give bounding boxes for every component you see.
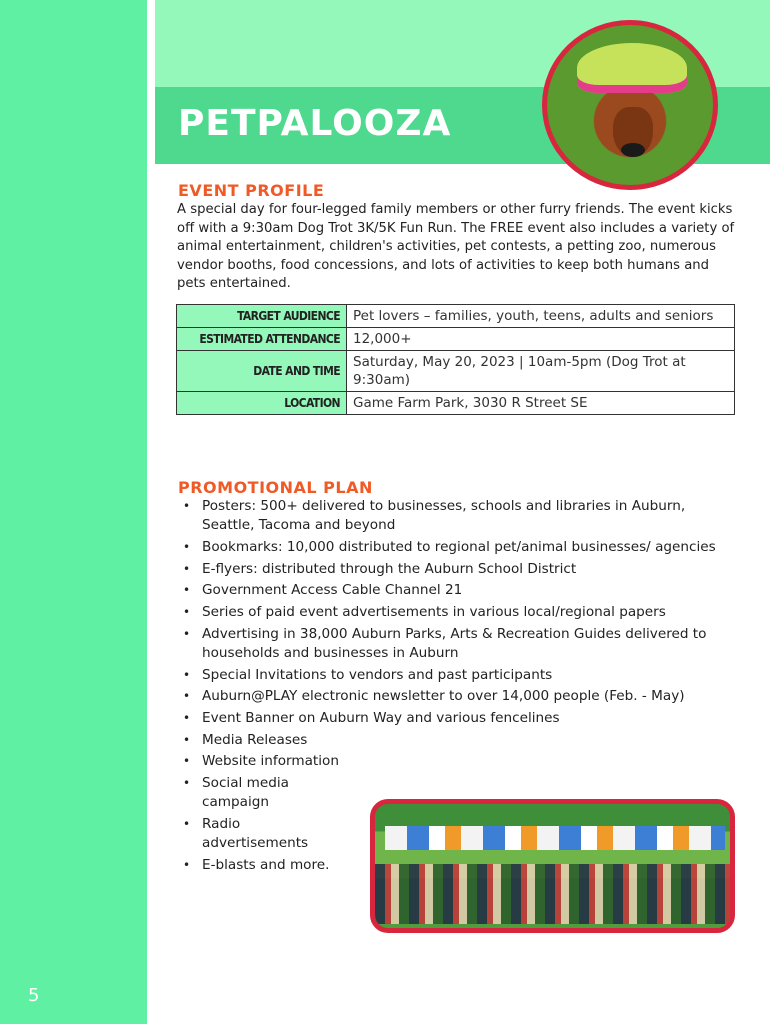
photo-hat-shape <box>577 43 687 93</box>
event-description: A special day for four-legged family members or other furry friends. The event kicks off with a 9:30am Dog Trot 3K/5K Fun Run. The FREE event also includes a variety of animal entertainment, children's activities, pet contests, a petting zoo, numerous vendor booths, food concessions, and lots of activities to keep both humans and pets entertained. <box>177 202 735 292</box>
list-item: • Event Banner on Auburn Way and various fencelines <box>180 709 735 728</box>
row-label: TARGET AUDIENCE <box>177 305 347 328</box>
row-label: ESTIMATED ATTENDANCE <box>177 328 347 351</box>
photo-crowd-shape <box>375 864 730 924</box>
list-item: • Radio advertisements <box>180 815 342 853</box>
left-bar-divider <box>147 0 155 1024</box>
list-item: • Advertising in 38,000 Auburn Parks, Arts & Recreation Guides delivered to households and businesses in Auburn <box>180 625 735 663</box>
list-item: • Bookmarks: 10,000 distributed to regional pet/animal businesses/ agencies <box>180 538 735 557</box>
event-profile-table <box>176 304 735 415</box>
list-item: • Website information <box>180 752 735 771</box>
row-value: Game Farm Park, 3030 R Street SE <box>347 392 735 415</box>
list-item: • Special Invitations to vendors and past participants <box>180 666 735 685</box>
list-item: • Media Releases <box>180 731 735 750</box>
table-row <box>177 328 735 351</box>
table-row <box>177 351 735 392</box>
left-green-bar <box>0 0 147 1024</box>
list-item: • Auburn@PLAY electronic newsletter to over 14,000 people (Feb. - May) <box>180 687 735 706</box>
row-value: 12,000+ <box>347 328 735 351</box>
list-item: • Posters: 500+ delivered to businesses, schools and libraries in Auburn, Seattle, Tacoma and beyond <box>180 497 735 535</box>
row-label: LOCATION <box>177 392 347 415</box>
list-item: • E-blasts and more. <box>180 856 735 875</box>
table-row <box>177 392 735 415</box>
dachshund-photo <box>542 20 718 190</box>
crowd-event-photo <box>370 799 735 933</box>
page-title: PETPALOOZA <box>178 103 452 144</box>
photo-nose-shape <box>621 143 645 157</box>
list-item: • Social media campaign <box>180 774 342 812</box>
row-label: DATE AND TIME <box>177 351 347 392</box>
photo-tents-shape <box>385 826 725 850</box>
promotional-plan-heading: PROMOTIONAL PLAN <box>178 478 373 497</box>
page-number: 5 <box>28 985 40 1006</box>
list-item: • Series of paid event advertisements in various local/regional papers <box>180 603 735 622</box>
list-item: • E-flyers: distributed through the Auburn School District <box>180 560 735 579</box>
row-value: Saturday, May 20, 2023 | 10am-5pm (Dog Trot at 9:30am) <box>347 351 735 392</box>
row-value: Pet lovers – families, youth, teens, adults and seniors <box>347 305 735 328</box>
list-item: • Government Access Cable Channel 21 <box>180 581 735 600</box>
table-row <box>177 305 735 328</box>
event-profile-heading: EVENT PROFILE <box>178 181 325 200</box>
